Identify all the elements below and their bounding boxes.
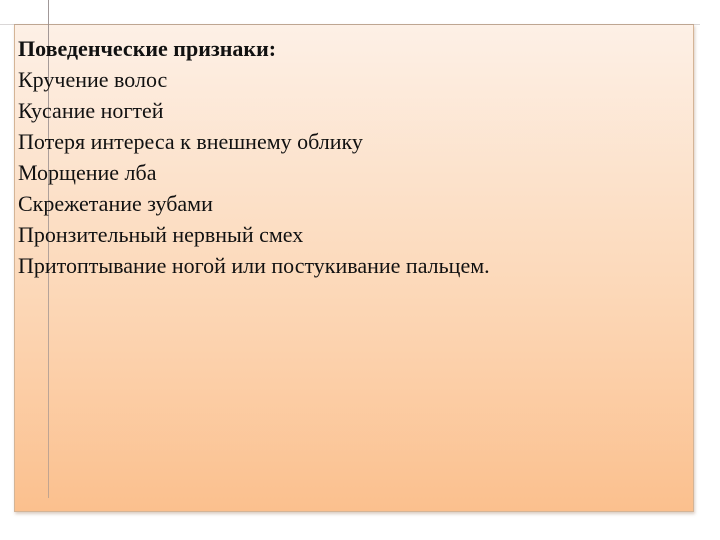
list-item: Пронзительный нервный смех — [18, 222, 304, 247]
list-item: Скрежетание зубами — [18, 191, 213, 216]
slide-heading: Поведенческие признаки: — [18, 36, 277, 61]
slide-content — [18, 33, 688, 281]
decorative-horizontal-line — [0, 24, 700, 25]
behavior-list — [18, 64, 688, 281]
list-item: Кручение волос — [18, 67, 168, 92]
list-item: Потеря интереса к внешнему облику — [18, 129, 363, 154]
list-item: Морщение лба — [18, 160, 157, 185]
list-item: Притоптывание ногой или постукивание пальцем. — [18, 253, 490, 278]
list-item: Кусание ногтей — [18, 98, 164, 123]
